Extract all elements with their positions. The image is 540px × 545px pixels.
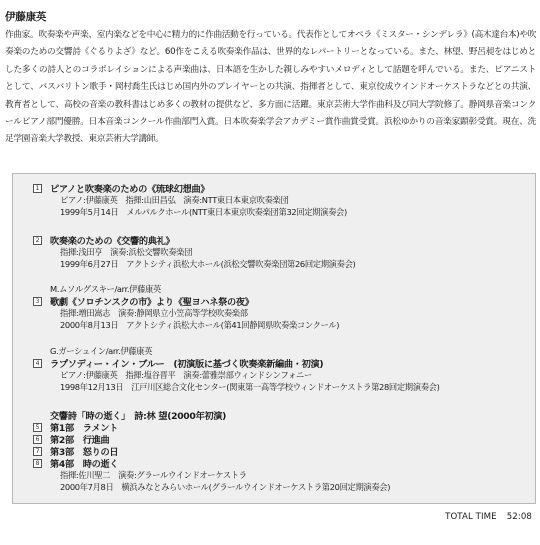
track-number: 3	[33, 297, 42, 306]
track-recording: 1999年6月27日 アクトシティ浜松大ホール(浜松交響吹奏楽団第26回定期演奏会)	[60, 259, 356, 269]
composer-name: 伊藤康英	[5, 11, 47, 23]
track-composer: G.ガーシュイン/arr.伊藤康英	[50, 346, 153, 356]
track-recording: 1999年5月14日 メルパルクホール(NTT東日本東京吹奏楽団第32回定期演奏会)	[60, 207, 347, 217]
track-title: 第1部 ラメント	[50, 423, 119, 434]
track-title: ピアノと吹奏楽のための《琉球幻想曲》	[50, 184, 210, 195]
track-3	[33, 283, 533, 331]
track-number: 8	[33, 459, 42, 468]
track-number: 7	[33, 447, 42, 456]
track-composer: M.ムソルグスキー/arr.伊藤康英	[50, 284, 161, 294]
suite-title: 交響詩「時の逝く」 詩:林 望(2000年初演)	[50, 411, 227, 422]
track-title: ラプソディー・イン・ブルー (初演版に基づく吹奏楽新編曲・初演)	[50, 359, 324, 370]
total-time-label: TOTAL TIME	[445, 512, 497, 522]
track-title: 第4部 時の逝く	[50, 459, 119, 470]
composer-biography: 作曲家。吹奏楽や声楽、室内楽などを中心に精力的に作曲活動を行っている。代表作としてオペラ《ミスター・シンデレラ》(高木達台本)や吹奏楽のための交響詩《ぐるりよざ》など。60作をこえる吹奏楽作品は、世界的なレパートリーとなっている。また、林望、野呂昶をはじめとした多くの詩人とのコラボレイションによる声楽曲は、日本語を生かした親しみやすいメロディとして話題を呼んでいる。また、ピアニストとして、バスバリトン歌手・岡村喬生氏はじめ国内外のプレイヤーとの共演、指揮者として、東京佼成ウインドオーケストラなどとの共演、教育者として、高校の音楽の教科書はじめ多くの教材の提供など、多方面に活躍。東京芸術大学作曲科及び同大学院修了。静岡県音楽コンクールピアノ部門優勝。日本音楽コンクール作曲部門入賞。日本吹奏楽学会アカデミー賞作曲賞受賞。浜松ゆかりの音楽家顕彰受賞。現在、洗足学園音楽大学教授、東京芸術大学講師。	[5, 30, 536, 145]
track-number: 5	[33, 423, 42, 432]
track-recording: 2000年7月8日 横浜みなとみらいホール(グラールウインドオーケストラ第20回定期演奏会)	[60, 482, 391, 492]
track-performers: 指揮:増田嵩志 演奏:静岡県立小笠高等学校吹奏楽部	[60, 308, 248, 318]
track-2	[33, 234, 533, 270]
track-title: 歌劇《ソロチンスクの市》より《聖ヨハネ祭の夜》	[50, 297, 254, 308]
track-title: 吹奏楽のための《交響的典礼》	[50, 236, 175, 247]
track-list	[12, 173, 536, 504]
track-performers: ピアノ:伊藤康英 指揮:塩谷晋平 演奏:蕾雅崇部ウィンドシンフォニー	[60, 370, 312, 380]
total-time-value: 52:08	[506, 512, 532, 522]
track-title: 第3部 怒りの日	[50, 447, 119, 458]
track-title: 第2部 行進曲	[50, 435, 110, 446]
track-performers: ピアノ:伊藤康英 指揮:山田昌弘 演奏:NTT東日本東京吹奏楽団	[60, 195, 289, 205]
track-4	[33, 345, 533, 393]
track-performers: 指揮:佐川聖二 演奏:グラールウインドオーケストラ	[60, 470, 247, 480]
track-number: 6	[33, 435, 42, 444]
track-performers: 指揮:浅田亨 演奏:浜松交響吹奏楽団	[60, 247, 193, 257]
track-number: 4	[33, 359, 42, 368]
total-time	[445, 512, 532, 522]
track-recording: 2000年8月13日 アクトシティ浜松大ホール(第41回静岡県吹奏楽コンクール)	[60, 320, 340, 330]
track-number: 1	[33, 184, 42, 193]
track-recording: 1998年12月13日 江戸川区総合文化センター(関東第一高等学校ウィンドオーケストラ第28回定期演奏会)	[60, 382, 440, 392]
suite-group	[33, 409, 533, 493]
track-1	[33, 182, 533, 218]
track-number: 2	[33, 236, 42, 245]
